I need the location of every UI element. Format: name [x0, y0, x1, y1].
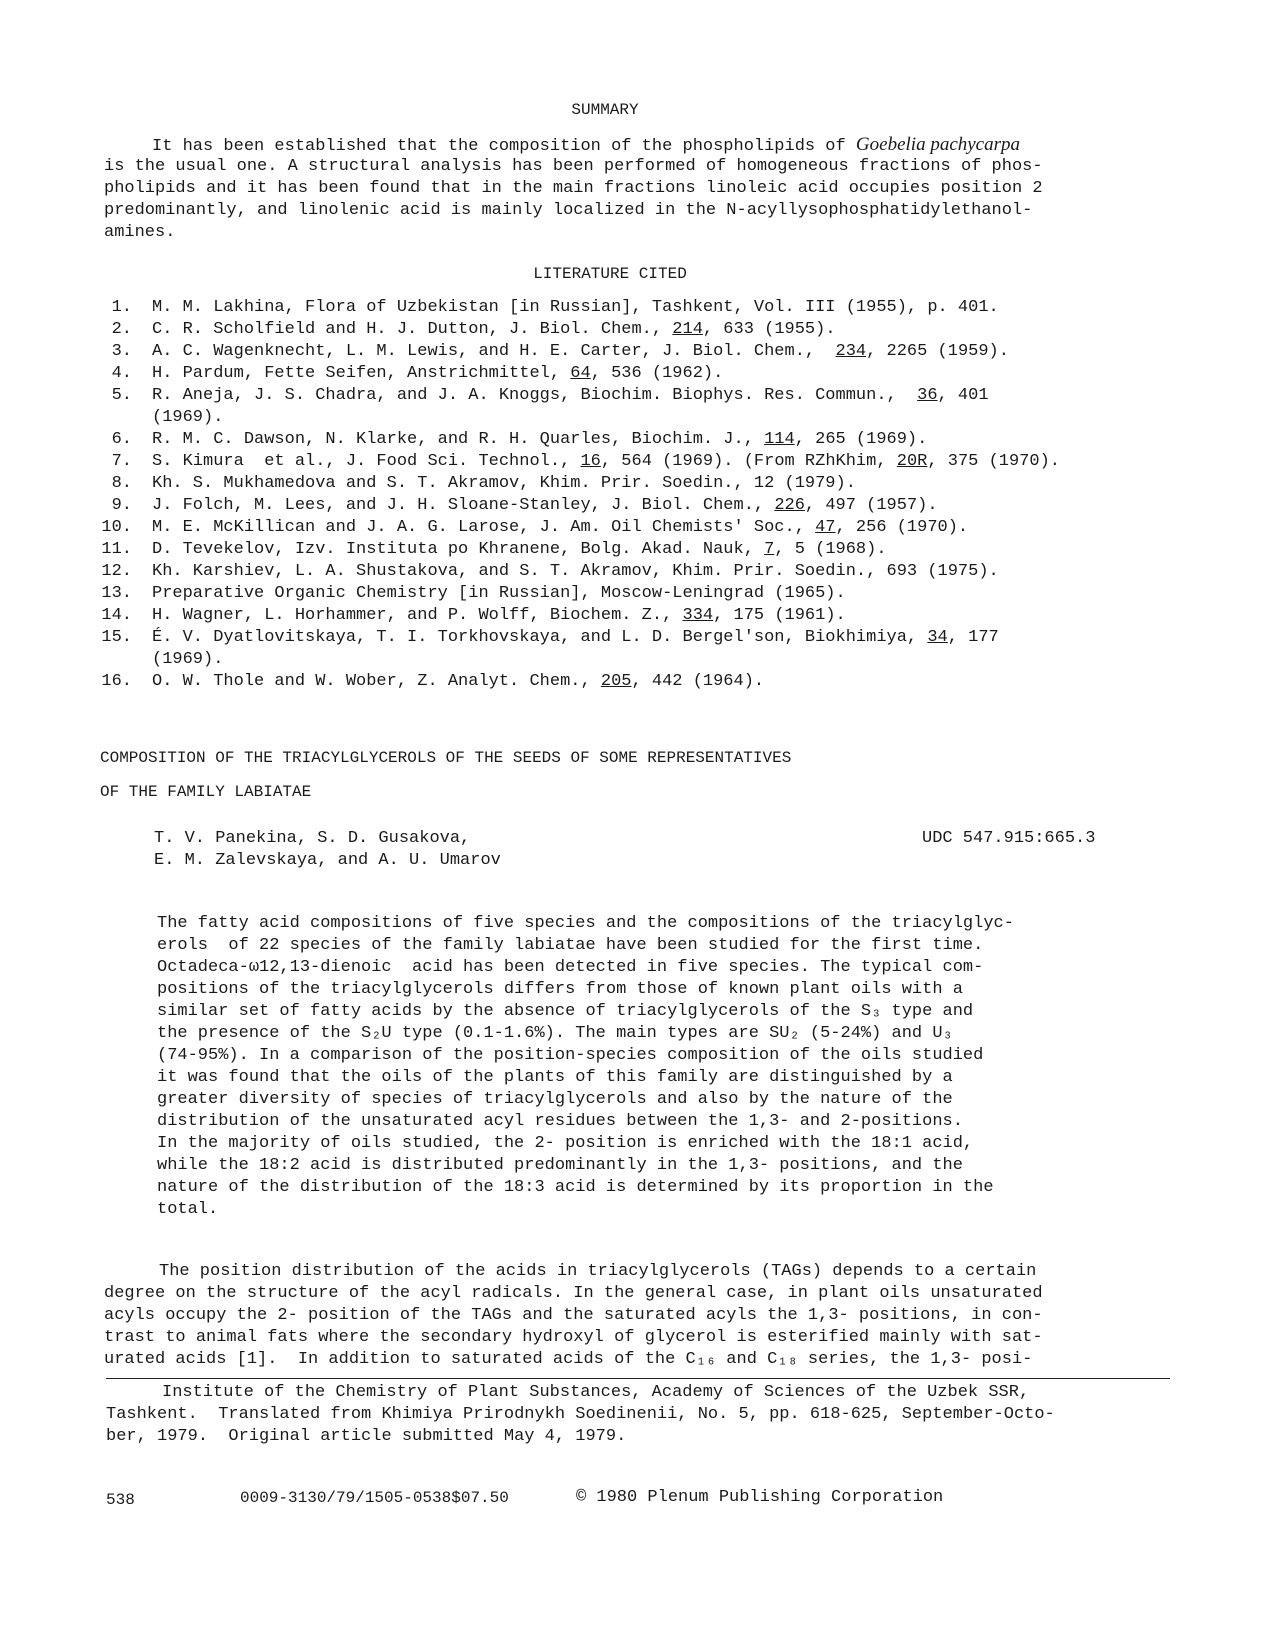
reference-number: 11. [101, 540, 132, 559]
footnote-line-3: ber, 1979. Original article submitted May 4, 1979. [106, 1427, 627, 1446]
reference-text: É. V. Dyatlovitskaya, T. I. Torkhovskaya, and L. D. Bergel'son, Biokhimiya, 34, 177 [152, 628, 999, 647]
abstract-line: Octadeca-ω12,13-dienoic acid has been detected in five species. The typical com- [157, 958, 984, 977]
reference-number: 13. [101, 584, 132, 603]
abstract-line: the presence of the S₂U type (0.1-1.6%). The main types are SU₂ (5-24%) and U₃ [157, 1024, 953, 1043]
reference-text: S. Kimura et al., J. Food Sci. Technol., 16, 564 (1969). (From RZhKhim, 20R, 375 (1970). [152, 452, 1060, 471]
summary-line-1: It has been established that the composition of the phospholipids of Goebelia pachycarpa [152, 134, 1021, 156]
reference-number: 8. [111, 474, 132, 493]
abstract-line: erols of 22 species of the family labiatae have been studied for the first time. [157, 936, 984, 955]
body-line: urated acids [1]. In addition to saturated acids of the C₁₆ and C₁₈ series, the 1,3- posi- [104, 1350, 1033, 1369]
copyright: © 1980 Plenum Publishing Corporation [576, 1488, 944, 1507]
footnote-rule [106, 1378, 1170, 1379]
reference-text: (1969). [152, 408, 224, 427]
reference-text: C. R. Scholfield and H. J. Dutton, J. Biol. Chem., 214, 633 (1955). [152, 320, 836, 339]
body-line: The position distribution of the acids in triacylglycerols (TAGs) depends to a certain [159, 1262, 1037, 1281]
reference-number: 10. [101, 518, 132, 537]
reference-text: H. Pardum, Fette Seifen, Anstrichmittel, 64, 536 (1962). [152, 364, 724, 383]
abstract-line: greater diversity of species of triacylglycerols and also by the nature of the [157, 1090, 953, 1109]
abstract-line: similar set of fatty acids by the absence of triacylglycerols of the S₃ type and [157, 1002, 974, 1021]
reference-text: (1969). [152, 650, 224, 669]
reference-number: 15. [101, 628, 132, 647]
abstract-line: while the 18:2 acid is distributed predominantly in the 1,3- positions, and the [157, 1156, 963, 1175]
reference-text: R. Aneja, J. S. Chadra, and J. A. Knoggs, Biochim. Biophys. Res. Commun., 36, 401 [152, 386, 989, 405]
reference-text: J. Folch, M. Lees, and J. H. Sloane-Stanley, J. Biol. Chem., 226, 497 (1957). [152, 496, 938, 515]
body-line: acyls occupy the 2- position of the TAGs and the saturated acyls the 1,3- positions, in con- [104, 1306, 1043, 1325]
reference-number: 2. [111, 320, 132, 339]
species-name: Goebelia pachycarpa [855, 134, 1021, 155]
body-line: degree on the structure of the acyl radicals. In the general case, in plant oils unsaturated [104, 1284, 1043, 1303]
abstract-line: positions of the triacylglycerols differs from those of known plant oils with a [157, 980, 963, 999]
literature-heading: LITERATURE CITED [533, 265, 687, 283]
authors-line-1: T. V. Panekina, S. D. Gusakova, [154, 829, 471, 848]
reference-text: A. C. Wagenknecht, L. M. Lewis, and H. E. Carter, J. Biol. Chem., 234, 2265 (1959). [152, 342, 1009, 361]
summary-line-5: amines. [104, 223, 176, 242]
reference-text: O. W. Thole and W. Wober, Z. Analyt. Chem., 205, 442 (1964). [152, 672, 765, 691]
reference-number: 6. [111, 430, 132, 449]
abstract-line: (74-95%). In a comparison of the position-species composition of the oils studied [157, 1046, 984, 1065]
footnote-line-1: Institute of the Chemistry of Plant Substances, Academy of Sciences of the Uzbek SSR, [162, 1383, 1030, 1402]
body-line: trast to animal fats where the secondary hydroxyl of glycerol is esterified mainly with sat- [104, 1328, 1043, 1347]
summary-line-3: pholipids and it has been found that in the main fractions linoleic acid occupies position 2 [104, 179, 1043, 198]
reference-number: 3. [111, 342, 132, 361]
reference-number: 1. [111, 298, 132, 317]
reference-text: R. M. C. Dawson, N. Klarke, and R. H. Quarles, Biochim. J., 114, 265 (1969). [152, 430, 928, 449]
reference-number: 16. [101, 672, 132, 691]
footnote-line-2: Tashkent. Translated from Khimiya Prirodnykh Soedinenii, No. 5, pp. 618-625, September-Octo- [106, 1405, 1055, 1424]
reference-number: 4. [111, 364, 132, 383]
article-title-line-2: OF THE FAMILY LABIATAE [100, 783, 312, 801]
abstract-line: The fatty acid compositions of five species and the compositions of the triacylglyc- [157, 914, 1014, 933]
reference-text: Kh. Karshiev, L. A. Shustakova, and S. T. Akramov, Khim. Prir. Soedin., 693 (1975). [152, 562, 999, 581]
abstract-line: In the majority of oils studied, the 2- position is enriched with the 18:1 acid, [157, 1134, 974, 1153]
reference-text: Kh. S. Mukhamedova and S. T. Akramov, Khim. Prir. Soedin., 12 (1979). [152, 474, 856, 493]
abstract-line: distribution of the unsaturated acyl residues between the 1,3- and 2-positions. [157, 1112, 963, 1131]
article-title-line-1: COMPOSITION OF THE TRIACYLGLYCEROLS OF THE SEEDS OF SOME REPRESENTATIVES [100, 749, 792, 767]
udc-code: UDC 547.915:665.3 [922, 829, 1096, 848]
reference-number: 9. [111, 496, 132, 515]
page-number: 538 [106, 1491, 135, 1509]
reference-text: D. Tevekelov, Izv. Instituta po Khranene, Bolg. Akad. Nauk, 7, 5 (1968). [152, 540, 887, 559]
summary-heading: SUMMARY [571, 101, 639, 119]
abstract-line: nature of the distribution of the 18:3 acid is determined by its proportion in the [157, 1178, 994, 1197]
summary-line-2: is the usual one. A structural analysis has been performed of homogeneous fractions of phos- [104, 157, 1043, 176]
article-code: 0009-3130/79/1505-0538$07.50 [240, 1489, 509, 1507]
abstract-line: total. [157, 1200, 219, 1219]
reference-text: Preparative Organic Chemistry [in Russian], Moscow-Leningrad (1965). [152, 584, 846, 603]
reference-number: 7. [111, 452, 132, 471]
reference-text: M. M. Lakhina, Flora of Uzbekistan [in Russian], Tashkent, Vol. III (1955), p. 401. [152, 298, 999, 317]
reference-number: 12. [101, 562, 132, 581]
abstract-line: it was found that the oils of the plants of this family are distinguished by a [157, 1068, 953, 1087]
reference-number: 14. [101, 606, 132, 625]
summary-line-4: predominantly, and linolenic acid is mainly localized in the N-acyllysophosphatidylethanol- [104, 201, 1033, 220]
authors-line-2: E. M. Zalevskaya, and A. U. Umarov [154, 851, 501, 870]
reference-text: H. Wagner, L. Horhammer, and P. Wolff, Biochem. Z., 334, 175 (1961). [152, 606, 846, 625]
reference-text: M. E. McKillican and J. A. G. Larose, J. Am. Oil Chemists' Soc., 47, 256 (1970). [152, 518, 969, 537]
reference-number: 5. [111, 386, 132, 405]
